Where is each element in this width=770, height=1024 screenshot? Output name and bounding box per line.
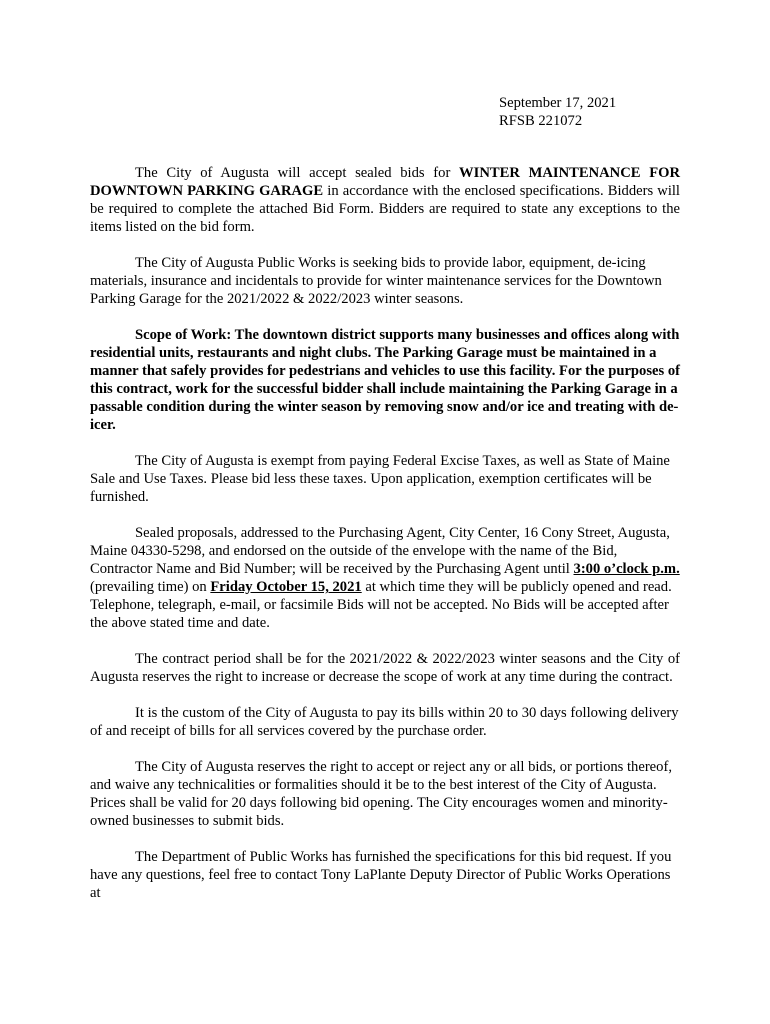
paragraph-intro: The City of Augusta will accept sealed bids for WINTER MAINTENANCE FOR DOWNTOWN PARKING GARAGE in accordance with the enclosed specifications. Bidders will be required to complete the attached Bid Form. Bidders are required to state any exceptions to the items listed on the bid form. <box>90 165 680 235</box>
letter-header <box>499 94 616 130</box>
paragraph-rights: The City of Augusta reserves the right to accept or reject any or all bids, or portions thereof, and waive any technicalities or formalities should it be to the best interest of the City of Augusta. Prices shall be valid for 20 days following bid opening. The City encourages women and minority-owned businesses to submit bids. <box>90 759 672 829</box>
letter-body <box>90 164 680 920</box>
paragraph-services: The City of Augusta Public Works is seeking bids to provide labor, equipment, de-icing materials, insurance and incidentals to provide for winter maintenance services for the Downtown Parking Garage for the 2021/2022 & 2022/2023 winter seasons. <box>90 255 662 307</box>
paragraph-tax-exempt: The City of Augusta is exempt from paying Federal Excise Taxes, as well as State of Maine Sale and Use Taxes. Please bid less these taxes. Upon application, exemption certificates will be furnished. <box>90 453 670 505</box>
bid-title: WINTER MAINTENANCE FOR DOWNTOWN PARKING GARAGE <box>90 165 680 199</box>
letter-date: September 17, 2021 <box>499 95 617 111</box>
paragraph-contract-period: The contract period shall be for the 2021/2022 & 2022/2023 winter seasons and the City of Augusta reserves the right to increase or decrease the scope of work at any time during the contract. <box>90 651 680 685</box>
paragraph-sealed-proposals: Sealed proposals, addressed to the Purchasing Agent, City Center, 16 Cony Street, Augusta, Maine 04330-5298, and endorsed on the outside of the envelope with the name of the Bid, Contractor Name and Bid Number; will be received by the Purchasing Agent until 3:00 o’clock p.m. (prevailing time) on Friday October 15, 2021 at which time they will be publicly opened and read. Telephone, telegraph, e-mail, or facsimile Bids will not be accepted. No Bids will be accepted after the above stated time and date. <box>90 525 680 631</box>
paragraph-contact: The Department of Public Works has furnished the specifications for this bid request. If you have any questions, feel free to contact Tony LaPlante Deputy Director of Public Works Operations at <box>90 849 672 901</box>
deadline-date: Friday October 15, 2021 <box>210 579 362 595</box>
deadline-time: 3:00 o’clock p.m. <box>573 561 680 577</box>
paragraph-scope <box>90 326 680 434</box>
paragraph-payment: It is the custom of the City of Augusta to pay its bills within 20 to 30 days following delivery of and receipt of bills for all services covered by the purchase order. <box>90 705 679 739</box>
rfsb-number: RFSB 221072 <box>499 113 583 129</box>
scope-of-work: Scope of Work: The downtown district supports many businesses and offices along with residential units, restaurants and night clubs. The Parking Garage must be maintained in a manner that safely provides for pedestrians and vehicles to use this facility. For the purposes of this contract, work for the successful bidder shall include maintaining the Parking Garage in a passable condition during the winter season by removing snow and/or ice and treating with de-icer. <box>90 327 680 433</box>
